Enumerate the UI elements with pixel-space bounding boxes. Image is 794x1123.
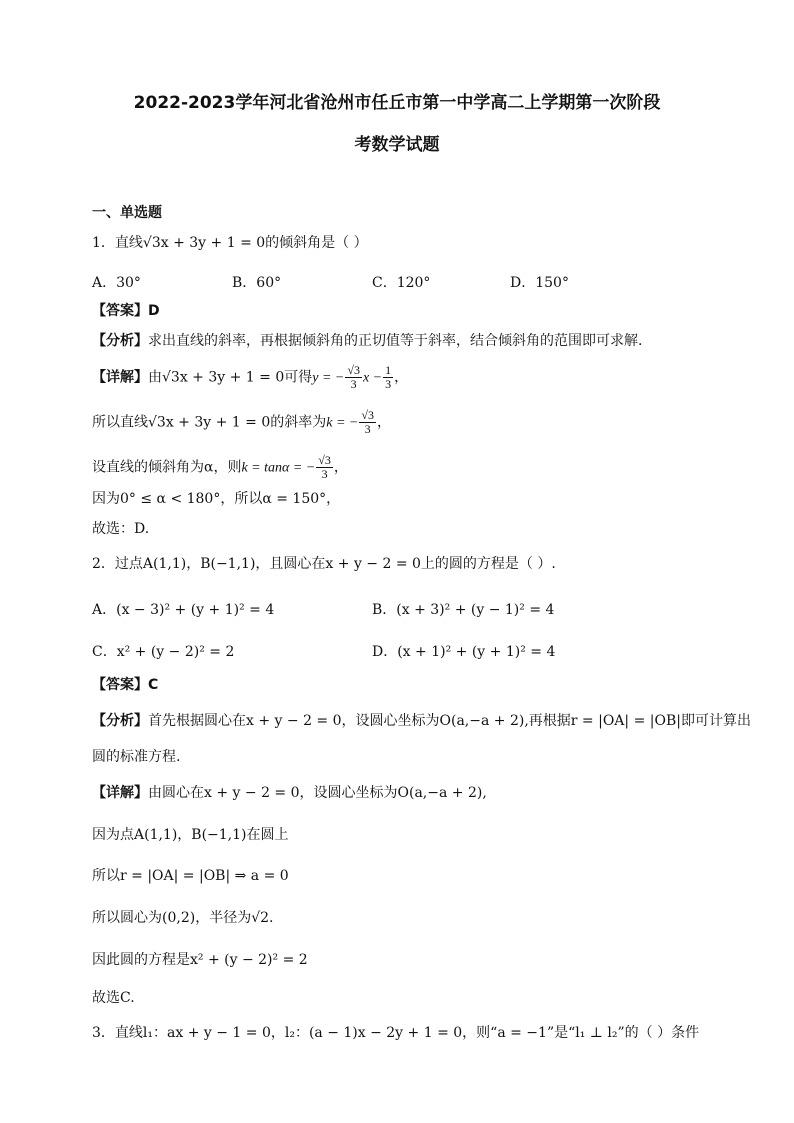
q1-detail-3a: 设直线的倾斜角为α，则 (92, 459, 242, 476)
frac-numerator: √3 (361, 408, 374, 422)
doc-title-line1: 2022-2023学年河北省沧州市任丘市第一中学高二上学期第一次阶段 (133, 93, 661, 113)
frac-denominator: 3 (321, 467, 328, 481)
q2-analysis-1 (92, 714, 751, 728)
q2-detail-4: 所以圆心为(0,2)，半径为√2. (92, 910, 274, 926)
q2-option-c: C．x² + (y − 2)² = 2 (92, 644, 235, 660)
q2-answer (92, 678, 158, 692)
q2-detail-text-1: 由圆心在x + y − 2 = 0，设圆心坐标为O(a,−a + 2), (148, 785, 487, 801)
q1-frac-sqrt3-over-3-c (316, 454, 333, 481)
q2-detail-tag: 【详解】 (92, 785, 148, 801)
q1-detail-4: 因为0° ≤ α < 180°，所以α = 150°， (92, 491, 341, 507)
q1-answer (92, 304, 160, 318)
q2-answer-text: 【答案】C (92, 677, 159, 693)
q1-option-a: A．30° (92, 275, 141, 291)
q2-stem: 2．过点A(1,1)，B(−1,1)，且圆心在x + y − 2 = 0上的圆的方程是（ ）. (92, 556, 556, 572)
section-heading: 一、单选题 (92, 205, 162, 221)
frac-denominator: 3 (350, 377, 357, 391)
frac-numerator: 1 (385, 363, 392, 377)
q2-detail-3: 所以r = |OA| = |OB| ⇒ a = 0 (92, 868, 289, 884)
q2-detail-2: 因为点A(1,1)，B(−1,1)在圆上 (92, 827, 289, 843)
q1-frac-sqrt3-over-3-b (359, 409, 376, 436)
frac-numerator: √3 (347, 363, 360, 377)
q1-detail-1d: ， (394, 369, 409, 386)
q1-detail-1 (92, 364, 408, 391)
q1-detail-3c: ， (333, 459, 348, 476)
frac-denominator: 3 (364, 422, 371, 436)
q1-option-b: B．60° (232, 275, 282, 291)
q1-detail-3 (92, 454, 348, 481)
q2-analysis-tag: 【分析】 (92, 713, 148, 729)
q1-detail-5: 故选：D. (92, 521, 150, 537)
q1-answer-text: 【答案】D (92, 303, 160, 319)
q1-frac-1-over-3 (383, 364, 393, 391)
doc-title-line2: 考数学试题 (354, 135, 440, 155)
q1-stem: 1．直线√3x + 3y + 1 = 0的倾斜角是（ ） (92, 235, 368, 251)
q2-detail-1 (92, 786, 487, 800)
q1-option-d: D．150° (510, 275, 569, 291)
q1-detail-1b: y = − (312, 370, 345, 386)
q1-detail-2 (92, 409, 391, 436)
frac-numerator: √3 (318, 453, 331, 467)
q2-detail-5: 因此圆的方程是x² + (y − 2)² = 2 (92, 952, 308, 968)
frac-denominator: 3 (385, 377, 392, 391)
q1-frac-sqrt3-over-3 (345, 364, 362, 391)
q2-detail-6: 故选C. (92, 990, 135, 1006)
q1-analysis-tag: 【分析】 (92, 333, 148, 349)
q2-option-d: D．(x + 1)² + (y + 1)² = 4 (372, 644, 556, 660)
q2-analysis-2: 圆的标准方程. (92, 749, 181, 765)
q1-detail-2b: k = − (326, 415, 359, 431)
q2-option-b: B．(x + 3)² + (y − 1)² = 4 (372, 602, 555, 618)
q1-detail-3b: k = tanα = − (241, 460, 316, 476)
q1-detail-1a: 由√3x + 3y + 1 = 0可得 (148, 369, 313, 386)
q1-detail-1c: x − (362, 370, 383, 386)
q3-stem: 3．直线l₁：ax + y − 1 = 0，l₂：(a − 1)x − 2y + 1 = 0，则“a = −1”是“l₁ ⊥ l₂”的（ ）条件 (92, 1025, 700, 1041)
q2-option-a: A．(x − 3)² + (y + 1)² = 4 (92, 602, 275, 618)
q2-analysis-text-1: 首先根据圆心在x + y − 2 = 0，设圆心坐标为O(a,−a + 2),再根据r = |OA| = |OB|即可计算出 (148, 713, 751, 729)
q1-analysis-text: 求出直线的斜率，再根据倾斜角的正切值等于斜率，结合倾斜角的范围即可求解. (148, 333, 643, 349)
q1-detail-2a: 所以直线√3x + 3y + 1 = 0的斜率为 (92, 414, 327, 431)
q1-detail-tag: 【详解】 (92, 369, 148, 386)
q1-detail-2c: ， (376, 414, 391, 431)
q1-option-c: C．120° (372, 275, 431, 291)
q1-analysis (92, 334, 642, 348)
